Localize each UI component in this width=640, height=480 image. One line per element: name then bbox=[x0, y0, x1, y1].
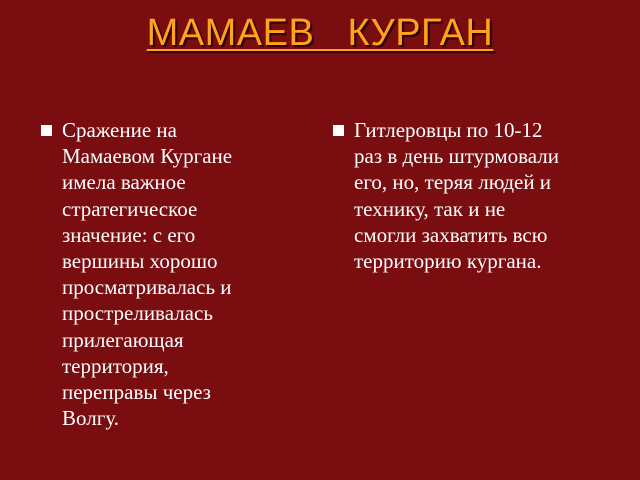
square-bullet-icon bbox=[333, 125, 344, 136]
text-line: Гитлеровцы по 10-12 bbox=[354, 118, 543, 142]
bullet-item-assaults bbox=[333, 117, 633, 274]
bullet-text bbox=[62, 117, 303, 431]
text-line: переправы через bbox=[62, 380, 211, 405]
bullet-text bbox=[354, 117, 633, 274]
right-column bbox=[333, 117, 633, 274]
square-bullet-icon bbox=[41, 125, 52, 136]
text-line: прилегающая bbox=[62, 327, 184, 352]
text-line: стратегическое bbox=[62, 196, 198, 221]
text-line: Волгу. bbox=[62, 406, 119, 431]
text-line: раз в день штурмовали bbox=[354, 144, 560, 169]
text-line: Сражение на bbox=[62, 118, 177, 142]
slide-title: МАМАЕВ КУРГАН bbox=[146, 12, 494, 54]
text-line: Мамаевом Кургане bbox=[62, 144, 233, 169]
text-line: вершины хорошо bbox=[62, 249, 218, 274]
text-line: имела важное bbox=[62, 170, 186, 195]
text-line: просматривалась и bbox=[62, 275, 232, 300]
text-line: территорию кургана. bbox=[354, 249, 542, 274]
text-line: смогли захватить всю bbox=[354, 222, 548, 247]
left-column bbox=[41, 117, 303, 431]
text-line: его, но, теряя людей и bbox=[354, 170, 552, 195]
bullet-item-battle-significance bbox=[41, 117, 303, 431]
text-line: территория, bbox=[62, 353, 169, 378]
text-line: технику, так и не bbox=[354, 196, 506, 221]
text-line: значение: с его bbox=[62, 222, 196, 247]
text-line: простреливалась bbox=[62, 301, 213, 326]
